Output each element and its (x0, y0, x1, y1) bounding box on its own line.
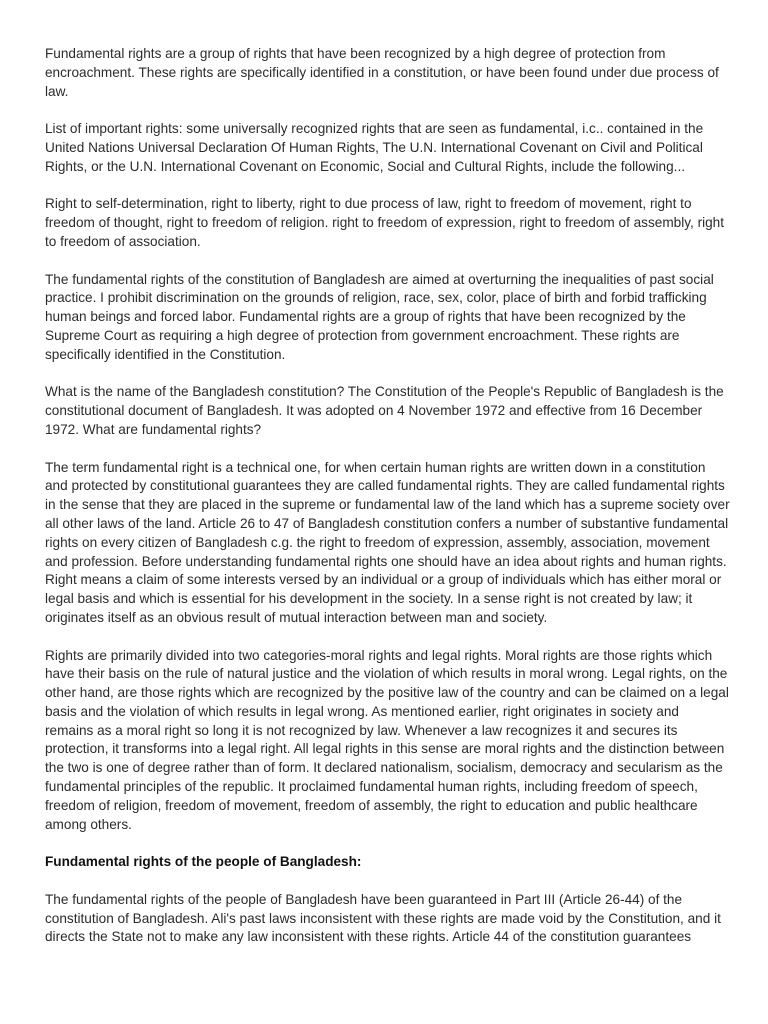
paragraph-moral-legal-rights: Rights are primarily divided into two categories-moral rights and legal rights. Moral rights are those rights which have their basis on the rule of natural justice and the violation of which results in moral wrong. Legal rights, on the other hand, are those rights which are recognized by the positive law of the country and can be claimed on a legal basis and the violation of which results in legal wrong. As mentioned earlier, right originates in society and remains as a moral right so long it is not recognized by law. Whenever a law recognizes it and secures its protection, it transforms into a legal right. All legal rights in this sense are moral rights and the distinction between the two is one of degree rather than of form. It declared nationalism, socialism, democracy and secularism as the fundamental principles of the republic. It proclaimed fundamental human rights, including freedom of speech, freedom of religion, freedom of movement, freedom of assembly, the right to education and public healthcare among others. (45, 647, 729, 832)
paragraph-bangladesh-rights: The fundamental rights of the constitution of Bangladesh are aimed at overturning the inequalities of past social practice. I prohibit discrimination on the grounds of religion, race, sex, color, place of birth and forbid trafficking human beings and forced labor. Fundamental rights are a group of rights that have been recognized by the Supreme Court as requiring a high degree of protection from government encroachment. These rights are specifically identified in the Constitution. (45, 271, 714, 362)
paragraph-rights-enumeration: Right to self-determination, right to liberty, right to due process of law, right to freedom of movement, right to freedom of thought, right to freedom of religion. right to freedom of expression, right to freedom of assembly, right to freedom of association. (45, 196, 725, 249)
paragraph-constitution-name: What is the name of the Bangladesh constitution? The Constitution of the People's Republic of Bangladesh is the constitutional document of Bangladesh. It was adopted on 4 November 1972 and effective from 16 December 1972. What are fundamental rights? (45, 384, 724, 437)
paragraph-list-of-rights: List of important rights: some universally recognized rights that are seen as fundamental, i.c.. contained in the United Nations Universal Declaration Of Human Rights, The U.N. International Covenant on Civil and Political Rights, or the U.N. International Covenant on Economic, Social and Cultural Rights, include the following... (45, 121, 704, 174)
document-page (45, 45, 730, 966)
paragraph-final: The fundamental rights of the people of Bangladesh have been guaranteed in Part III (Article 26-44) of the constitution of Bangladesh. Ali's past laws inconsistent with these rights are made void by the Constitution, and it directs the State not to make any law inconsistent with these rights. Article 44 of the constitution guarantees (45, 891, 721, 945)
paragraph-term-fundamental-right: The term fundamental right is a technical one, for when certain human rights are written down in a constitution and protected by constitutional guarantees they are called fundamental rights. They are called fundamental rights in the sense that they are placed in the supreme or fundamental law of the land which has a supreme society over all other laws of the land. Article 26 to 47 of Bangladesh constitution confers a number of substantive fundamental rights on every citizen of Bangladesh c.g. the right to freedom of expression, assembly, association, movement and profession. Before understanding fundamental rights one should have an idea about rights and human rights. Right means a claim of some interests versed by an individual or a group of individuals which has either moral or legal basis and which is essential for his development in the society. In a sense right is not created by law; it originates itself as an obvious result of mutual interaction between man and society. (45, 459, 730, 625)
paragraph-definition: Fundamental rights are a group of rights that have been recognized by a high degree of protection from encroachment. These rights are specifically identified in a constitution, or have been found under due process of law. (45, 46, 719, 99)
section-heading: Fundamental rights of the people of Bangladesh: (45, 854, 362, 870)
